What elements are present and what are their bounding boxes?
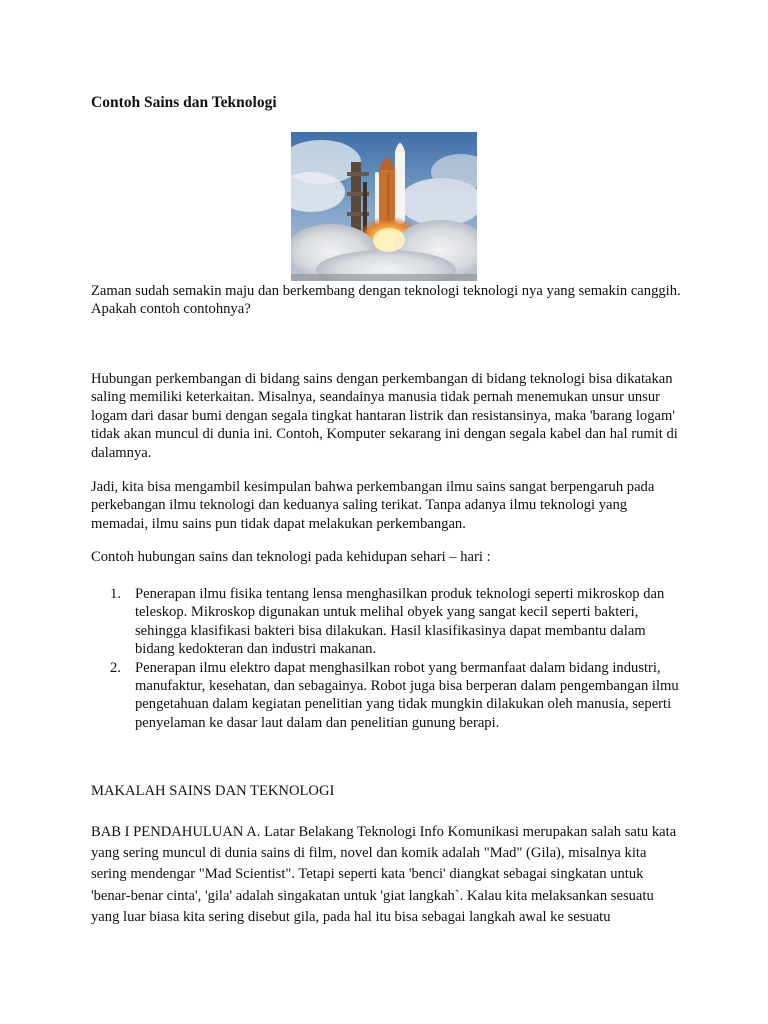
list-item-text: Penerapan ilmu elektro dapat menghasilkan robot yang bermanfaat dalam bidang industri, manufaktur, kesehatan, dan sebagainya. Robot juga bisa berperan dalam pengembangan ilmu pengetahuan dalam kegiatan penelitian yang tidak mungkin dilakukan oleh manusia, seperti penyelaman ke dasar laut dalam dan penelitian gunung berapi. — [135, 659, 679, 731]
intro-paragraph: Zaman sudah semakin maju dan berkembang dengan teknologi teknologi nya yang semakin canggih. Apakah contoh contohnya? — [91, 283, 681, 318]
examples-list — [91, 585, 681, 732]
examples-intro: Contoh hubungan sains dan teknologi pada kehidupan sehari – hari : — [91, 549, 491, 565]
section-heading: MAKALAH SAINS DAN TEKNOLOGI — [91, 783, 335, 799]
list-item-number: 1. — [110, 586, 121, 602]
chapter-paragraph: BAB I PENDAHULUAN A. Latar Belakang Teknologi Info Komunikasi merupakan salah satu kata yang sering muncul di dunia sains di film, novel dan komik adalah "Mad" (Gila), misalnya kita sering mendengar "Mad Scientist". Tetapi seperti kata 'benci' diangkat sebagai singkatan untuk 'benar-benar cinta', 'gila' adalah singakatan untuk 'giat langkah`. Kalau kita melaksankan sesuatu yang luar biasa kita sering disebut gila, pada hal itu bisa sebagai langkah awal ke sesuatu — [91, 824, 677, 925]
document-title: Contoh Sains dan Teknologi — [91, 94, 277, 111]
list-item-number: 2. — [110, 659, 121, 676]
relation-paragraph: Hubungan perkembangan di bidang sains dengan perkembangan di bidang teknologi bisa dikatakan saling memiliki keterkaitan. Misalnya, seandainya manusia tidak pernah menemukan unsur unsur logam dari dasar bumi dengan segala tingkat hantaran listrik dan resistansinya, maka 'barang logam' tidak akan muncul di dunia ini. Contoh, Komputer sekarang ini dengan segala kabel dan hal rumit di dalamnya. — [91, 371, 678, 461]
list-item — [91, 585, 681, 659]
list-item — [91, 659, 681, 733]
list-item-text: Penerapan ilmu fisika tentang lensa menghasilkan produk teknologi seperti mikroskop dan teleskop. Mikroskop digunakan untuk melihal obyek yang sangat kecil seperti bakteri, sehingga klasifikasi bakteri bisa dilakukan. Hasil klasifikasinya dapat membantu dalam bidang kedokteran dan industri makanan. — [135, 586, 665, 658]
shuttle-launch-image — [291, 132, 477, 281]
conclusion-paragraph: Jadi, kita bisa mengambil kesimpulan bahwa perkembangan ilmu sains sangat berpengaruh pada perkebangan ilmu teknologi dan keduanya saling terikat. Tanpa adanya ilmu teknologi yang memadai, ilmu sains pun tidak dapat melakukan perkembangan. — [91, 479, 655, 532]
